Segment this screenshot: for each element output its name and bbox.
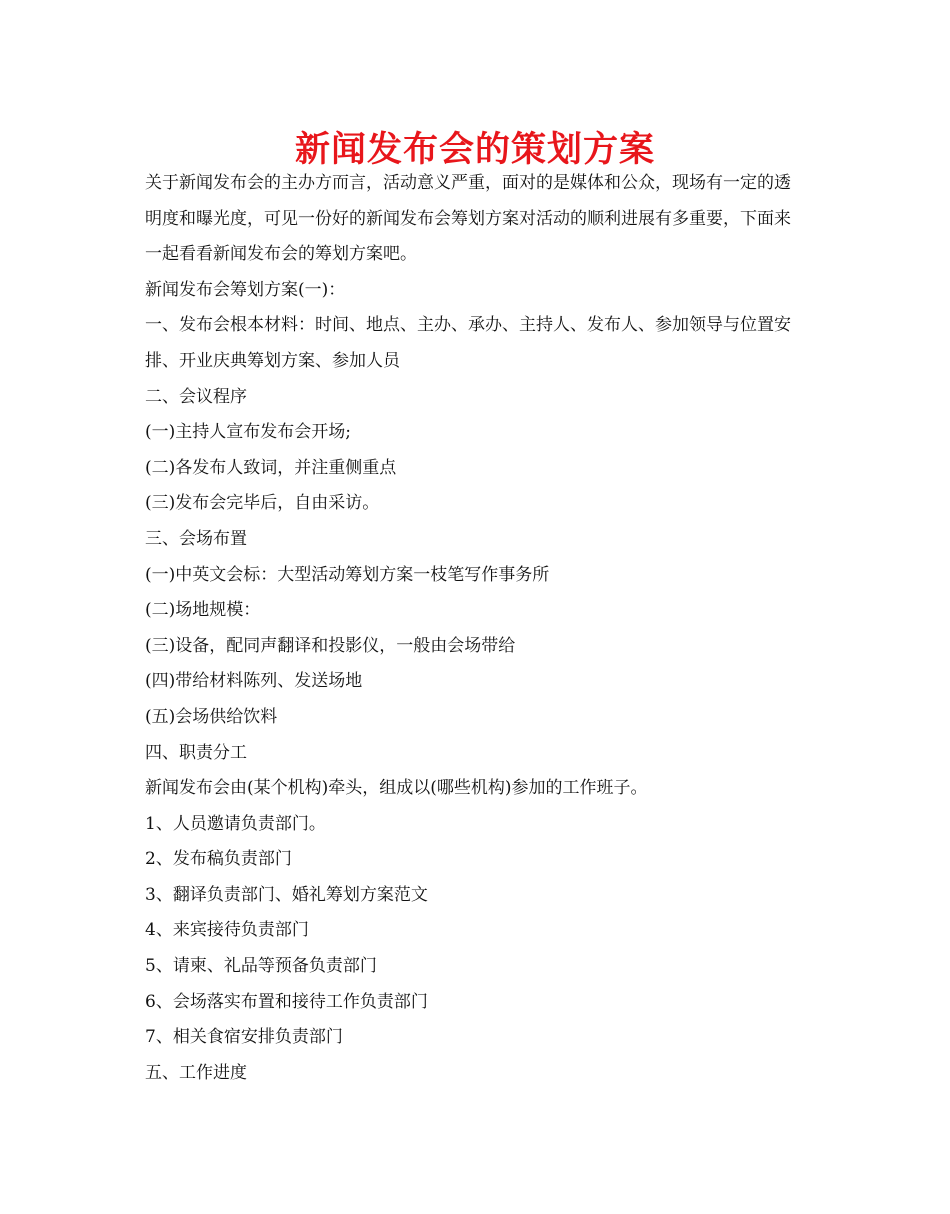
list-item: 7、相关食宿安排负责部门 (145, 1027, 343, 1048)
list-item: 4、来宾接待负责部门 (145, 920, 309, 941)
list-item: (五)会场供给饮料 (145, 706, 278, 727)
list-item: 3、翻译负责部门、婚礼筹划方案范文 (145, 884, 428, 905)
section-heading: 四、职责分工 (145, 742, 247, 763)
paragraph: 新闻发布会筹划方案(一)： (145, 279, 346, 300)
list-item: (二)场地规模： (145, 600, 261, 621)
list-item: (二)各发布人致词，并注重侧重点 (145, 457, 397, 478)
section-heading: 五、工作进度 (145, 1062, 247, 1083)
list-item: 6、会场落实布置和接待工作负责部门 (145, 991, 428, 1012)
document-body (145, 166, 805, 1091)
paragraph-intro: 关于新闻发布会的主办方而言，活动意义严重，面对的是媒体和公众，现场有一定的透明度和曝光度，可见一份好的新闻发布会筹划方案对活动的顺利进展有多重要，下面来一起看看新闻发布会的筹划方案吧。 (145, 173, 791, 265)
section-heading: 二、会议程序 (145, 386, 247, 407)
list-item: 2、发布稿负责部门 (145, 849, 292, 870)
list-item: (三)发布会完毕后，自由采访。 (145, 493, 380, 514)
paragraph: 一、发布会根本材料：时间、地点、主办、承办、主持人、发布人、参加领导与位置安排、开业庆典筹划方案、参加人员 (145, 315, 791, 371)
list-item: (四)带给材料陈列、发送场地 (145, 671, 363, 692)
list-item: (三)设备，配同声翻译和投影仪，一般由会场带给 (145, 635, 516, 656)
list-item: (一)主持人宣布发布会开场; (145, 422, 351, 443)
document-title: 新闻发布会的策划方案 (294, 130, 655, 170)
list-item: (一)中英文会标：大型活动筹划方案一枝笔写作事务所 (145, 564, 550, 585)
paragraph: 新闻发布会由(某个机构)牵头，组成以(哪些机构)参加的工作班子。 (145, 778, 648, 799)
list-item: 5、请柬、礼品等预备负责部门 (145, 956, 377, 977)
section-heading: 三、会场布置 (145, 528, 247, 549)
list-item: 1、人员邀请负责部门。 (145, 813, 326, 834)
